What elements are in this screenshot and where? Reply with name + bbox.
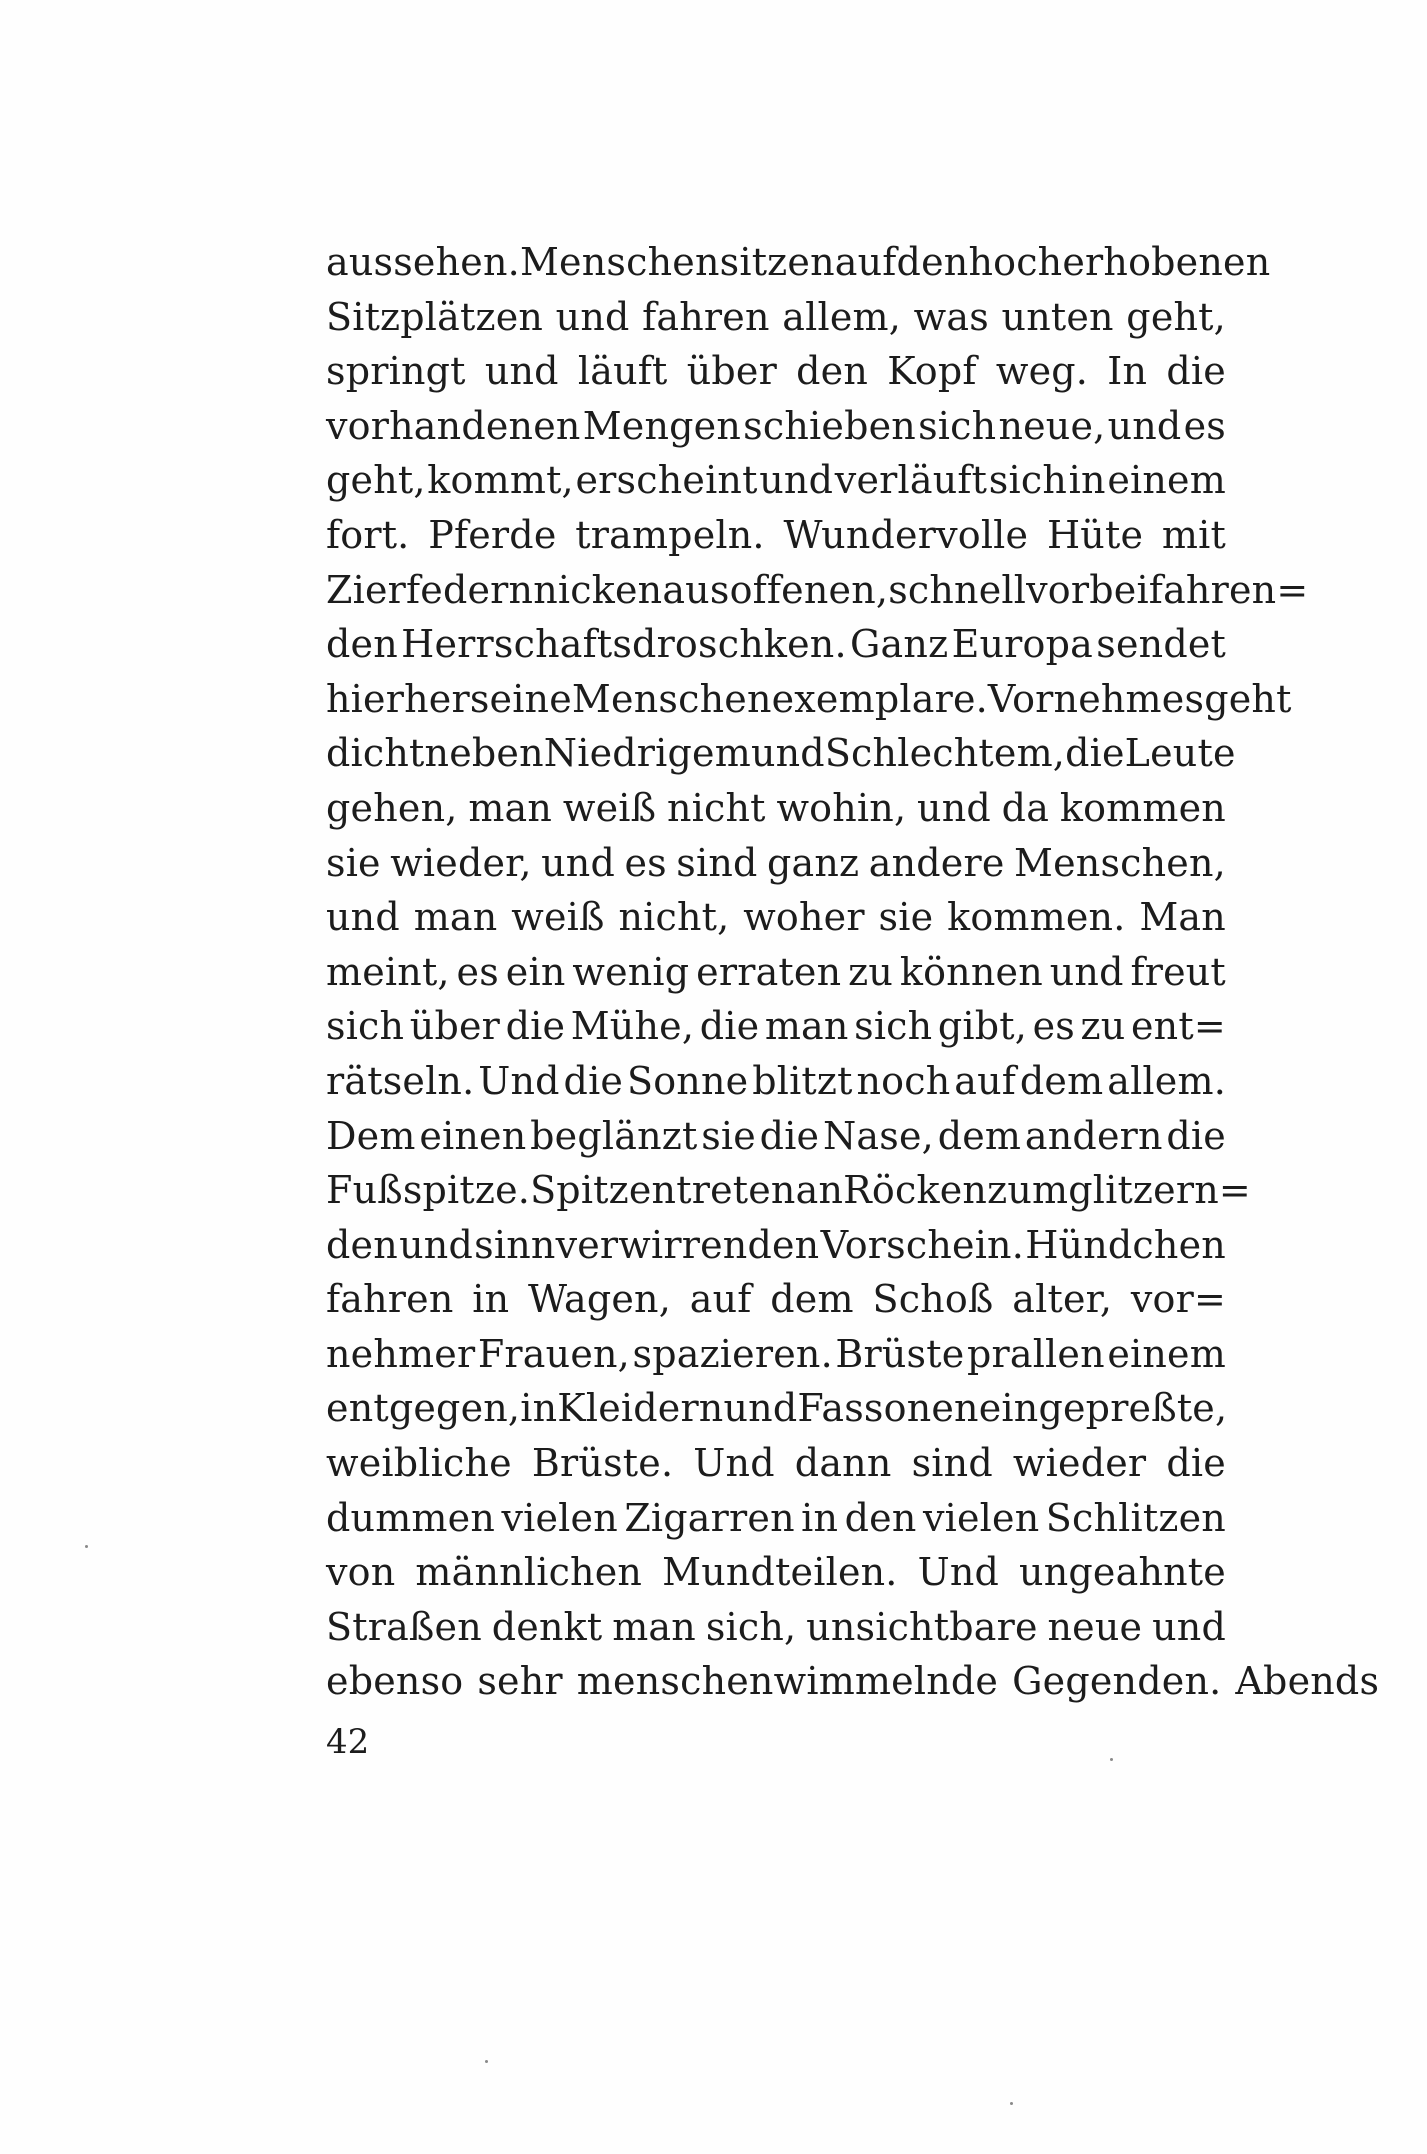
text-line: weibliche Brüste. Und dann sind wieder die (326, 1441, 1226, 1486)
text-line: Dem einen beglänzt sie die Nase, dem andern die (326, 1113, 1226, 1158)
text-line: entgegen, in Kleidern und Fassonen eingepreßte, (326, 1386, 1228, 1431)
text-line: geht, kommt, erscheint und verläuft sich in einem (326, 458, 1226, 503)
paper-speck (1010, 2102, 1013, 2105)
text-line: sich über die Mühe, die man sich gibt, es zu ent= (326, 1004, 1226, 1049)
text-line: Straßen denkt man sich, unsichtbare neue und (326, 1604, 1226, 1649)
text-line: springt und läuft über den Kopf weg. In die (326, 349, 1226, 394)
text-line: hierher seine Menschenexemplare. Vornehmes geht (326, 676, 1292, 721)
text-line: fahren in Wagen, auf dem Schoß alter, vor= (326, 1277, 1226, 1322)
text-line: sie wieder, und es sind ganz andere Menschen, (326, 840, 1226, 885)
text-line: und man weiß nicht, woher sie kommen. Man (326, 895, 1226, 940)
text-line: dummen vielen Zigarren in den vielen Schlitzen (326, 1495, 1226, 1540)
body-text (326, 235, 1380, 1709)
text-line: nehmer Frauen, spazieren. Brüste prallen einem (326, 1331, 1226, 1376)
paper-speck (485, 2060, 488, 2063)
text-line: ebenso sehr menschenwimmelnde Gegenden. Abends (326, 1659, 1380, 1704)
paper-speck (85, 1545, 88, 1548)
text-line: aussehen. Menschen sitzen auf den hocherhobenen (326, 240, 1271, 284)
text-line: Sitzplätzen und fahren allem, was unten geht, (326, 294, 1226, 339)
text-line: gehen, man weiß nicht wohin, und da kommen (326, 785, 1226, 830)
text-line: fort. Pferde trampeln. Wundervolle Hüte mit (326, 512, 1226, 557)
text-line: von männlichen Mundteilen. Und ungeahnte (326, 1550, 1226, 1595)
text-line: Zierfedern nicken aus offenen, schnell vorbeifahren= (326, 567, 1309, 612)
paper-speck (1110, 1758, 1113, 1761)
text-line: meint, es ein wenig erraten zu können und freut (326, 949, 1226, 994)
text-line: dicht neben Niedrigem und Schlechtem, die Leute (326, 731, 1236, 776)
text-line: Fußspitze. Spitzen treten an Röcken zum glitzern= (326, 1168, 1251, 1213)
page-number: 42 (326, 1722, 370, 1762)
text-line: den und sinnverwirrenden Vorschein. Hündchen (326, 1222, 1226, 1267)
text-line: rätseln. Und die Sonne blitzt noch auf dem allem. (326, 1058, 1226, 1103)
text-line: den Herrschaftsdroschken. Ganz Europa sendet (326, 622, 1226, 667)
text-line: vorhandenen Mengen schieben sich neue, und es (326, 403, 1226, 448)
